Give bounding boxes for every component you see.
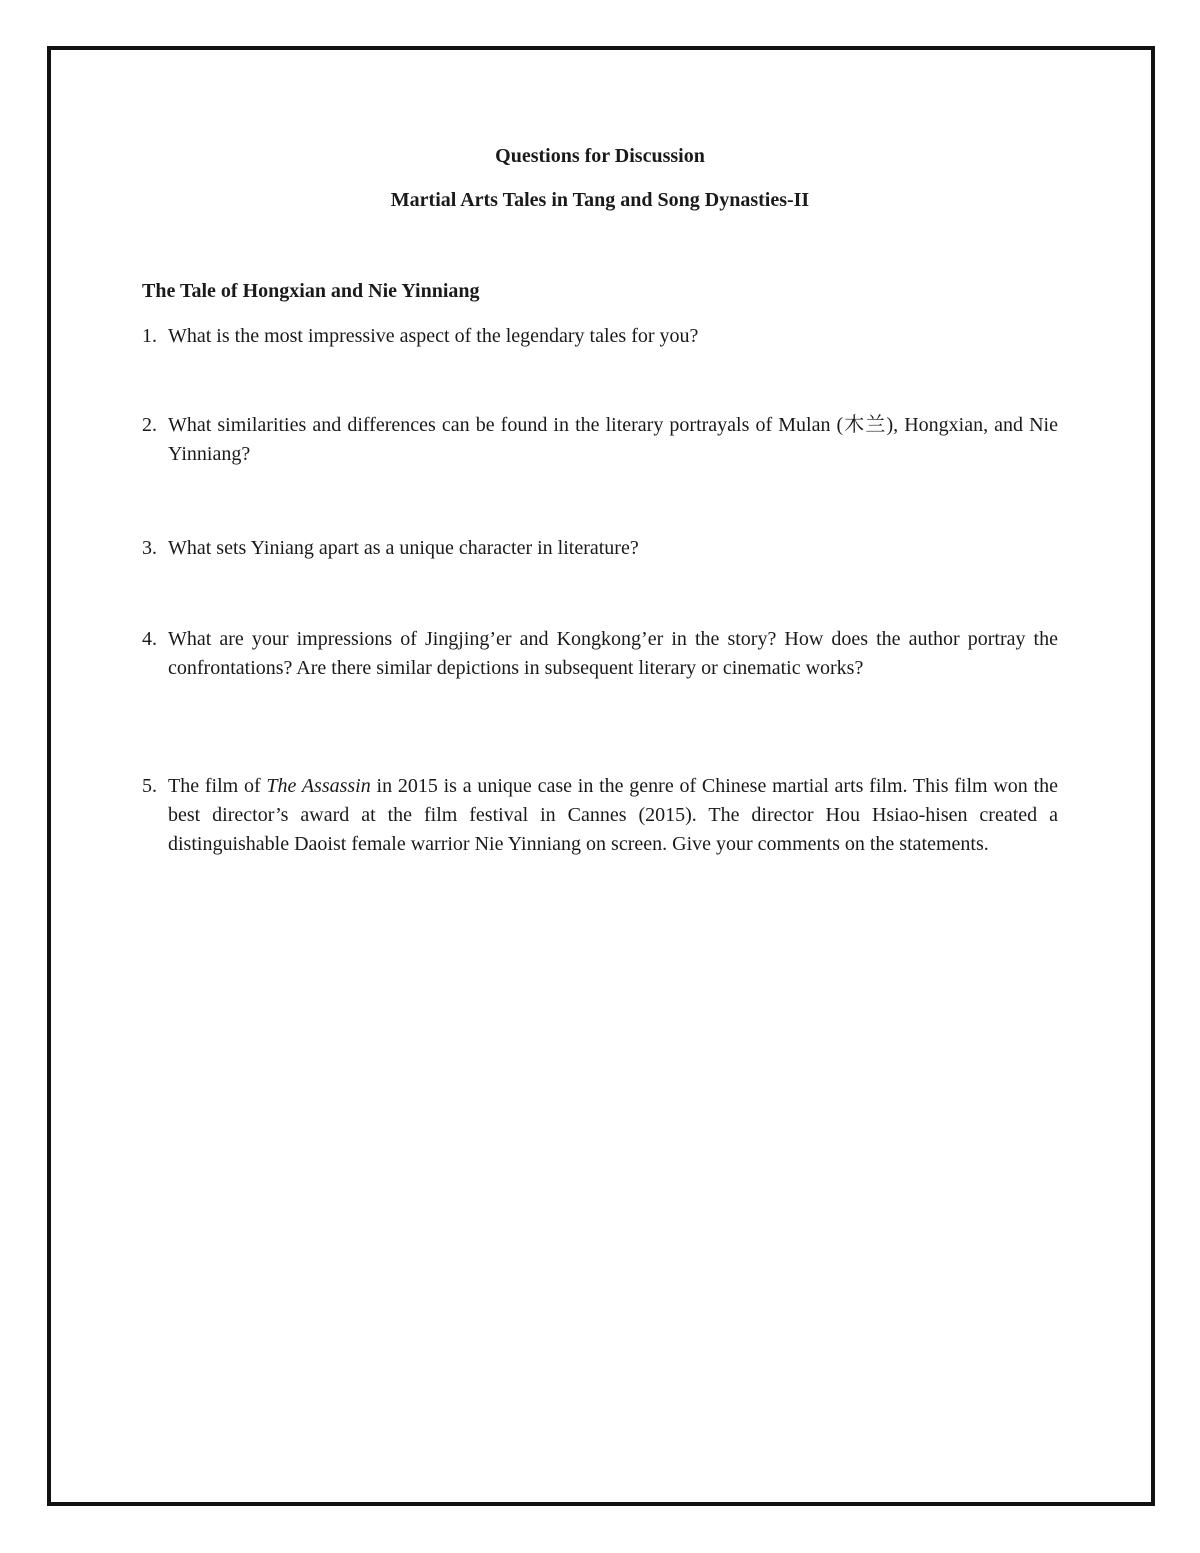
- question-text: What are your impressions of Jingjing’er and Kongkong’er in the story? How does the author portray the confrontations? Are there similar depictions in subsequent literary or cinematic works?: [168, 628, 1058, 679]
- question-item: [142, 322, 1058, 351]
- document-title: Questions for Discussion: [495, 145, 705, 167]
- question-text: What is the most impressive aspect of the legendary tales for you?: [168, 325, 699, 347]
- section-heading: The Tale of Hongxian and Nie Yinniang: [142, 280, 480, 302]
- question-text: What similarities and differences can be found in the literary portrayals of Mulan (木兰), Hongxian, and Nie Yinniang?: [168, 414, 1058, 465]
- question-number: 4.: [142, 628, 157, 650]
- question-text: [168, 772, 1058, 859]
- question-number: 3.: [142, 537, 157, 559]
- question-item: [142, 411, 1058, 469]
- question-text-end: in 2015 is a unique case in the genre of Chinese martial arts film. This film won the best director’s award at the film festival in Cannes (2015). The director Hou Hsiao-hisen created a distinguishable Daoist female warrior Nie Yinniang on screen. Give your comments on the statements.: [168, 775, 1058, 855]
- question-item: [142, 534, 1058, 563]
- question-number: 2.: [142, 414, 157, 436]
- question-text-start: The film of: [168, 775, 267, 797]
- question-item: [142, 772, 1058, 859]
- film-title: The Assassin: [266, 775, 371, 797]
- question-number: 5.: [142, 775, 157, 797]
- question-item: [142, 625, 1058, 683]
- question-number: 1.: [142, 325, 157, 347]
- document-subtitle: Martial Arts Tales in Tang and Song Dynasties-II: [390, 189, 810, 211]
- question-text: What sets Yiniang apart as a unique character in literature?: [168, 537, 639, 559]
